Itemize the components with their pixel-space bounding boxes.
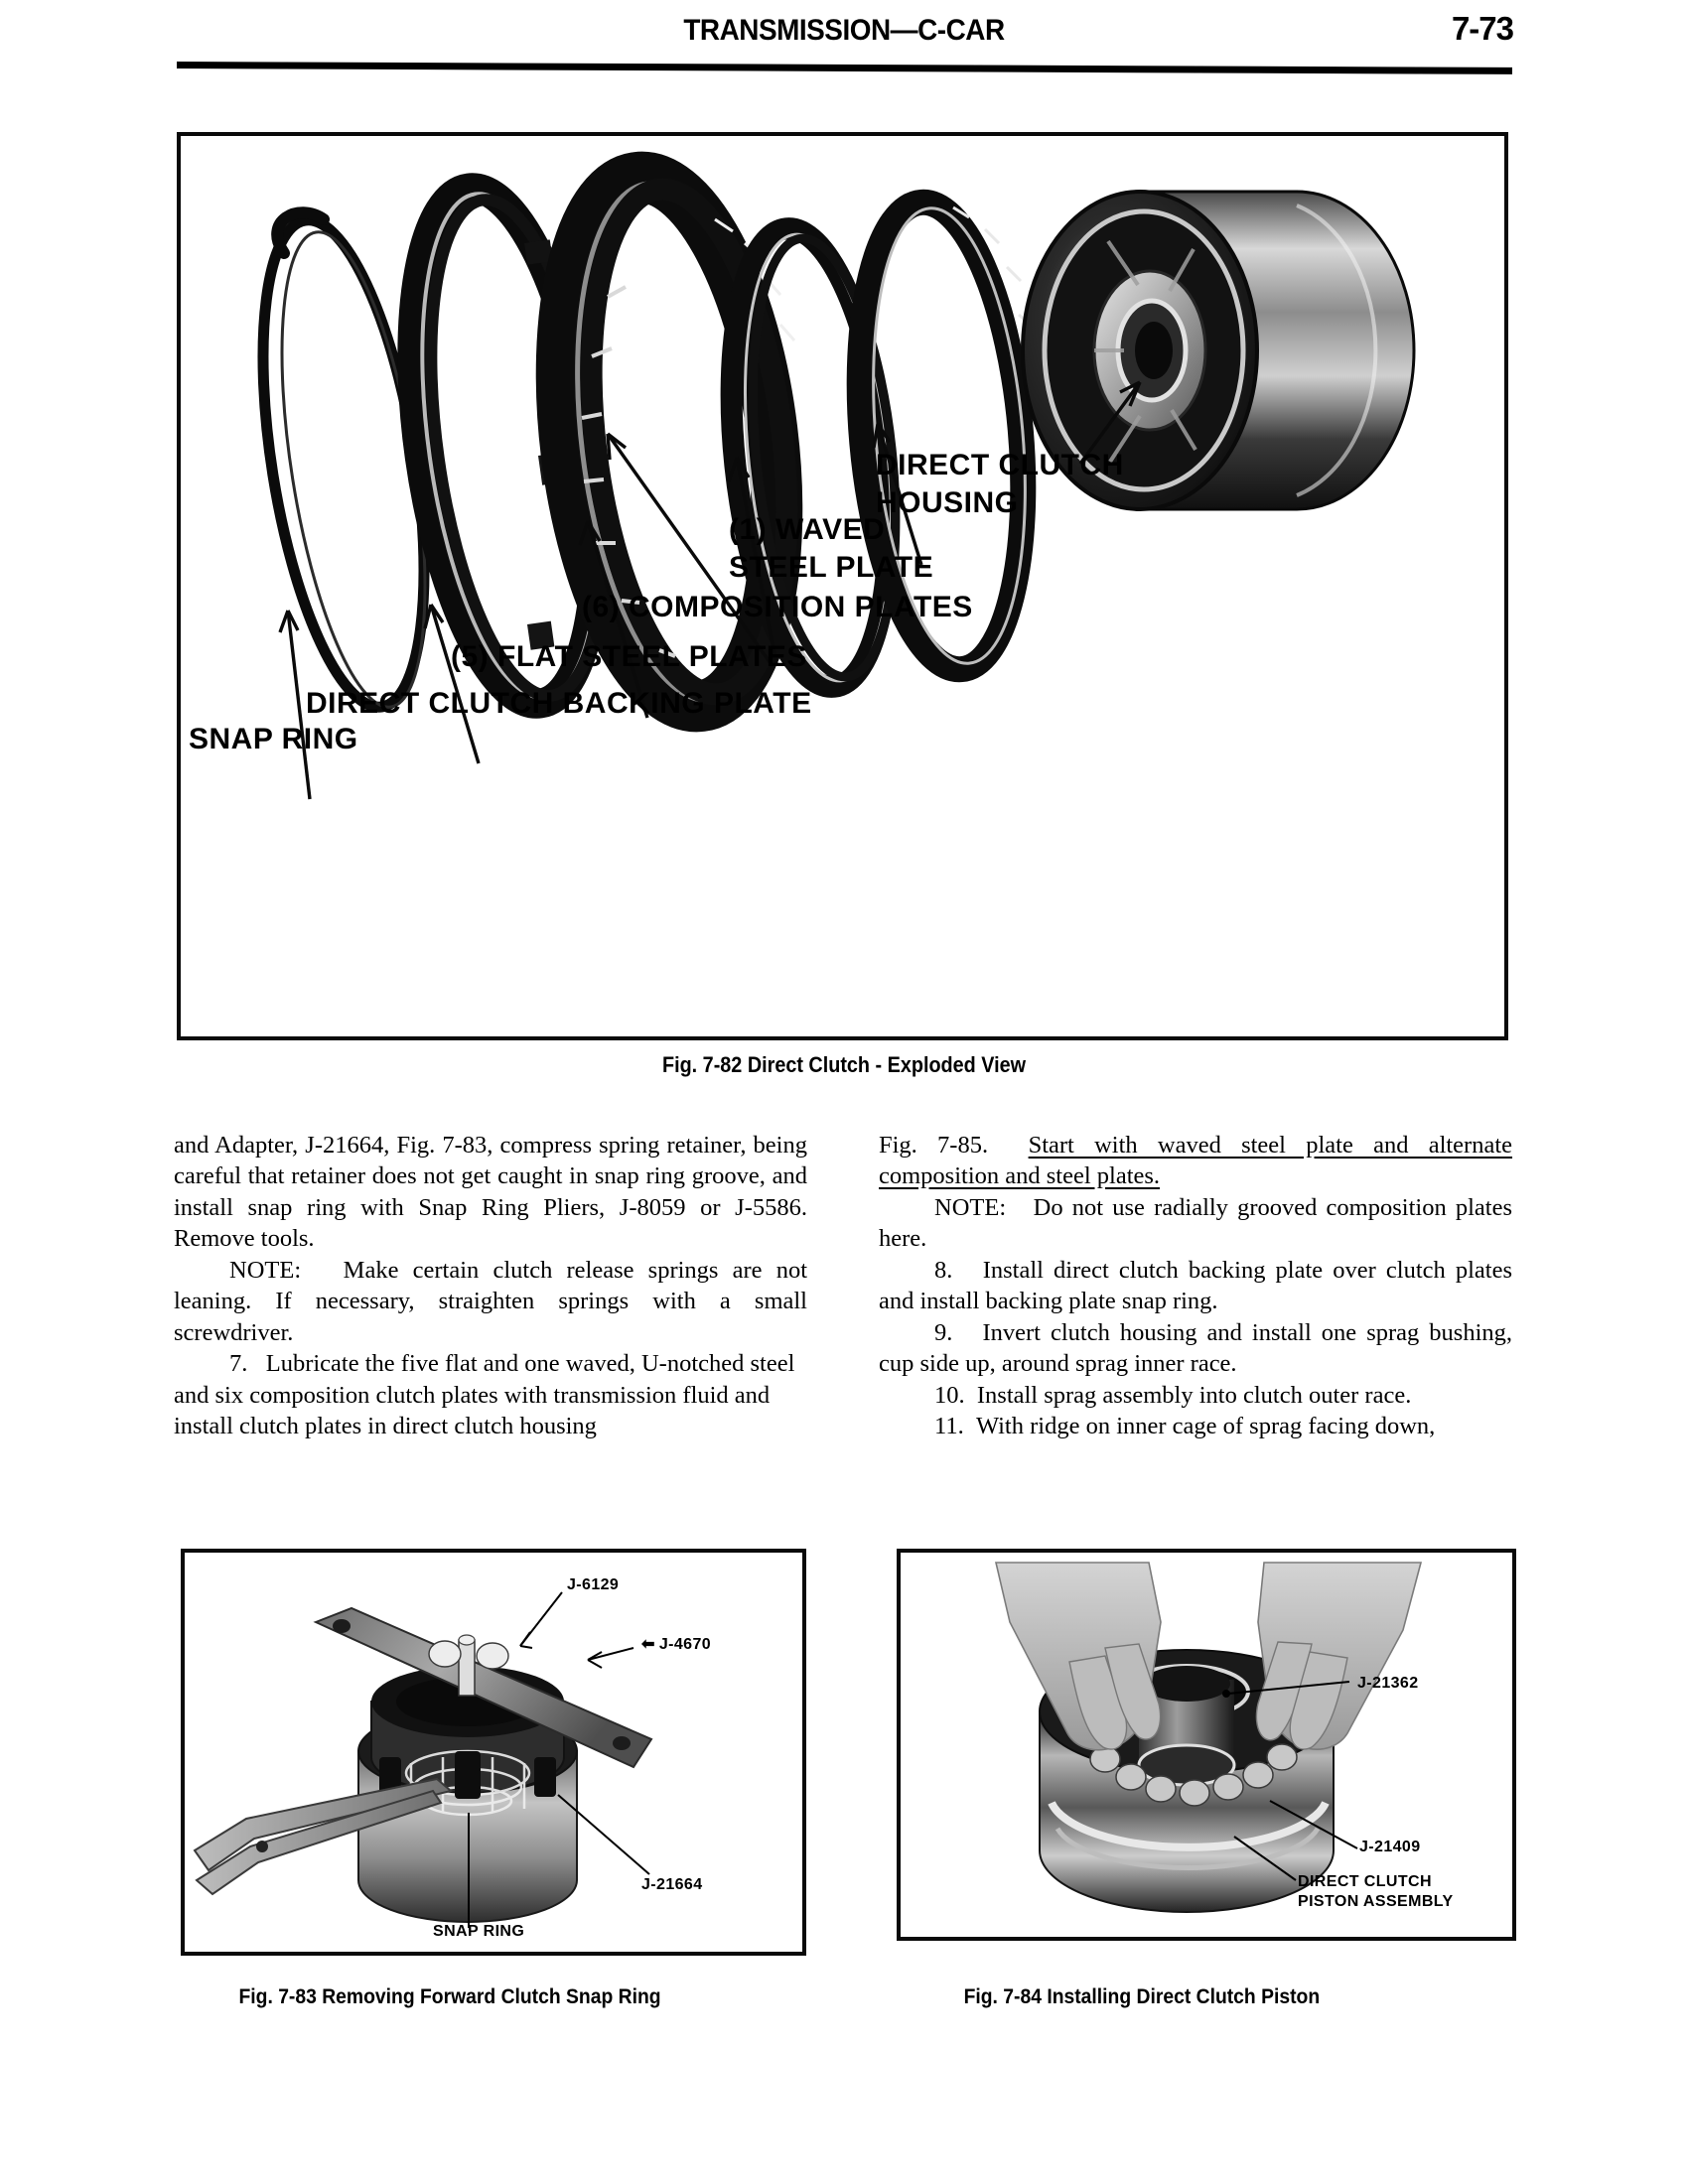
step-10: [879, 1380, 1512, 1411]
figure-reference: Fig. 7-85.: [879, 1132, 989, 1159]
emphasized-instruction: Start with waved steel plate and alternate composition and steel plates.: [879, 1132, 1513, 1190]
figure-7-83-caption: Fig. 7-83 Removing Forward Clutch Snap Ring: [238, 1985, 661, 2008]
label-line: DIRECT CLUTCH: [1298, 1873, 1432, 1890]
photo-7-83-illustration: [185, 1553, 802, 1952]
step-number: 8.: [934, 1256, 953, 1284]
label-j-21409: J-21409: [1359, 1839, 1421, 1855]
step-8: [879, 1255, 1512, 1317]
figure-7-82-caption: Fig. 7-82 Direct Clutch - Exploded View: [661, 1052, 1027, 1077]
note-text: Do not use radially grooved composition plates here.: [879, 1193, 1513, 1253]
note-label: NOTE:: [934, 1193, 1007, 1221]
label-j-21362: J-21362: [1357, 1675, 1419, 1692]
figure-installing-direct-clutch-piston: [897, 1549, 1516, 1941]
paragraph-continued: and Adapter, J-21664, Fig. 7-83, compress spring retainer, being careful that retainer does not get caught in snap ring groove, and install snap ring with Snap Ring Pliers, J-8059 or J-5586. Remove tools.: [174, 1132, 807, 1253]
callout-composition-plates: (6) COMPOSITION PLATES: [582, 591, 973, 623]
label-snap-ring: SNAP RING: [433, 1923, 525, 1940]
callout-line: DIRECT CLUTCH: [876, 449, 1124, 481]
step-text: Install direct clutch backing plate over clutch plates and install backing plate snap ring.: [879, 1256, 1513, 1315]
step-9: [879, 1317, 1512, 1380]
callout-flat-steel-plates: (5) FLAT STEEL PLATES: [451, 640, 807, 673]
step-text: With ridge on inner cage of sprag facing down,: [975, 1413, 1436, 1440]
callout-line: HOUSING: [876, 486, 1019, 520]
label-line: PISTON ASSEMBLY: [1298, 1893, 1454, 1910]
page-number: 7-73: [1451, 10, 1513, 47]
note-label: NOTE:: [229, 1256, 302, 1284]
figure-removing-forward-clutch-snap-ring: [181, 1549, 806, 1956]
page-header: [0, 0, 1688, 89]
step-text: Install sprag assembly into clutch outer race.: [976, 1381, 1412, 1409]
header-rule: [177, 62, 1512, 74]
note-text: Make certain clutch release springs are not leaning. If necessary, straighten springs with a small screwdriver.: [174, 1256, 808, 1346]
figure-reference-paragraph: [879, 1130, 1512, 1192]
callout-line: STEEL PLATE: [729, 551, 934, 585]
callout-waved-steel-plate: [729, 511, 933, 588]
step-number: 11.: [934, 1413, 964, 1440]
figure-7-84-caption: Fig. 7-84 Installing Direct Clutch Piston: [963, 1985, 1321, 2008]
note-paragraph-2: [879, 1192, 1512, 1255]
step-text: Invert clutch housing and install one sprag bushing, cup side up, around sprag inner race.: [879, 1318, 1513, 1378]
step-number: 9.: [934, 1318, 953, 1346]
step-number: 7.: [229, 1350, 248, 1378]
label-j-21664: J-21664: [641, 1876, 703, 1893]
label-direct-clutch-piston-assembly: [1298, 1872, 1454, 1912]
note-paragraph-1: [174, 1255, 807, 1348]
label-j-4670: ⬅ J-4670: [641, 1636, 712, 1653]
callout-direct-clutch-backing-plate: DIRECT CLUTCH BACKING PLATE: [306, 687, 812, 720]
step-text: Lubricate the five flat and one waved, U-notched steel and six composition clutch plates with transmission fluid and install clutch plates in direct clutch housing: [174, 1350, 795, 1440]
figure-direct-clutch-exploded: [177, 132, 1508, 1040]
callout-snap-ring: SNAP RING: [189, 723, 358, 755]
body-text-right-column: [879, 1130, 1512, 1442]
step-number: 10.: [934, 1381, 965, 1409]
step-7: [174, 1348, 807, 1441]
callout-line: (1) WAVED: [729, 513, 886, 546]
label-j-6129: J-6129: [567, 1576, 620, 1593]
body-text-left-column: [174, 1130, 807, 1442]
page-title: TRANSMISSION—C-CAR: [683, 14, 1005, 47]
label-text: J-4670: [658, 1636, 712, 1653]
step-11: [879, 1411, 1512, 1441]
